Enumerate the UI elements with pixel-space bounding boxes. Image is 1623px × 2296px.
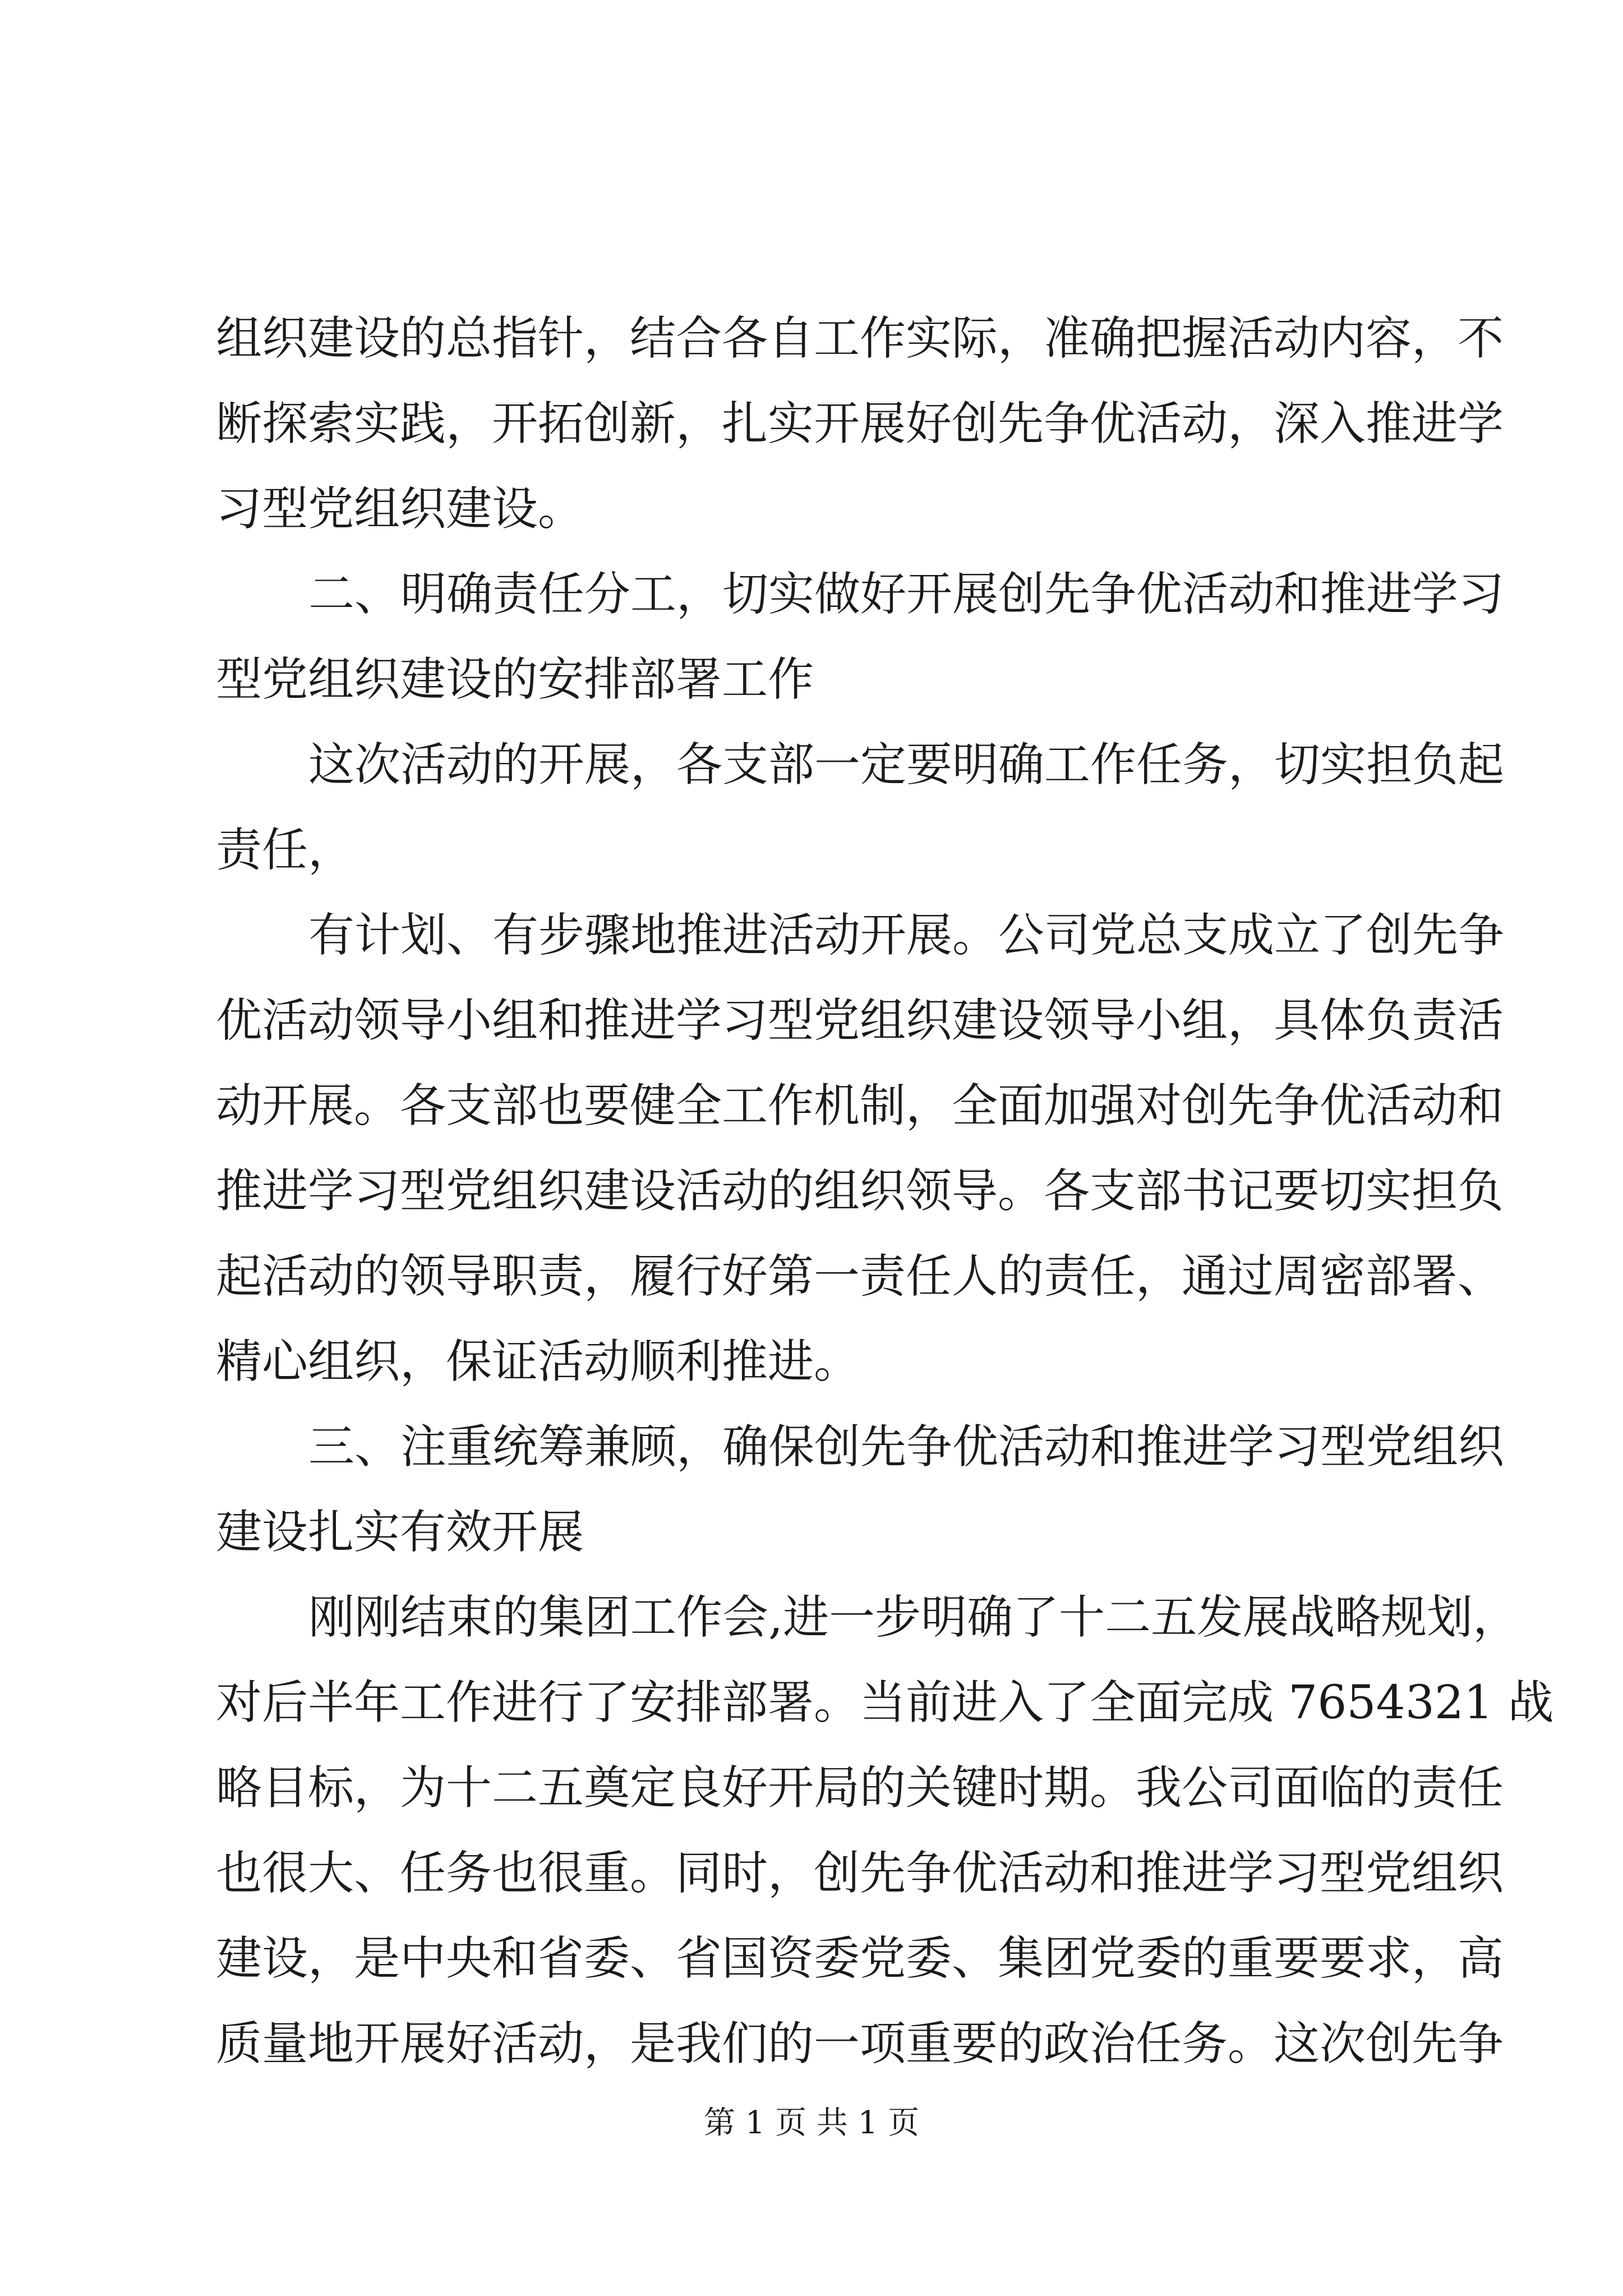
section-heading-line: 型党组织建设的安排部署工作 (216, 653, 814, 706)
text-line: 这次活动的开展，各支部一定要明确工作任务，切实担负起 (308, 738, 1505, 792)
section-heading-line: 建设扎实有效开展 (216, 1506, 584, 1559)
section-heading-line: 二、明确责任分工，切实做好开展创先争优活动和推进学习 (308, 568, 1505, 621)
text-line: 有计划、有步骤地推进活动开展。公司党总支成立了创先争 (308, 909, 1505, 962)
text-line: 略目标，为十二五奠定良好开局的关键时期。我公司面临的责任 (216, 1761, 1504, 1815)
text-line: 对后半年工作进行了安排部署。当前进入了全面完成 7654321 战 (216, 1676, 1554, 1729)
document-body (216, 296, 1554, 2087)
section-heading-line: 三、注重统筹兼顾，确保创先争优活动和推进学习型党组织 (308, 1420, 1505, 1474)
text-line: 习型党组织建设。 (216, 482, 584, 536)
text-line: 也很大、任务也很重。同时，创先争优活动和推进学习型党组织 (216, 1847, 1504, 1900)
text-line: 刚刚结束的集团工作会,进一步明确了十二五发展战略规划， (308, 1591, 1519, 1644)
text-line: 推进学习型党组织建设活动的组织领导。各支部书记要切实担负 (216, 1165, 1504, 1218)
text-line: 质量地开展好活动，是我们的一项重要的政治任务。这次创先争 (216, 2017, 1504, 2070)
text-line: 动开展。各支部也要健全工作机制，全面加强对创先争优活动和 (216, 1079, 1504, 1133)
text-line: 精心组织，保证活动顺利推进。 (216, 1335, 860, 1388)
text-line: 断探索实践，开拓创新，扎实开展好创先争优活动，深入推进学 (216, 397, 1504, 450)
text-line: 起活动的领导职责，履行好第一责任人的责任，通过周密部署、 (216, 1250, 1504, 1303)
text-line: 组织建设的总指针，结合各自工作实际，准确把握活动内容，不 (216, 312, 1504, 365)
page-number-footer: 第 1 页 共 1 页 (703, 2105, 920, 2141)
text-line: 建设，是中央和省委、省国资委党委、集团党委的重要要求，高 (216, 1932, 1504, 1985)
text-line: 责任， (216, 823, 354, 877)
text-line: 优活动领导小组和推进学习型党组织建设领导小组，具体负责活 (216, 994, 1504, 1047)
